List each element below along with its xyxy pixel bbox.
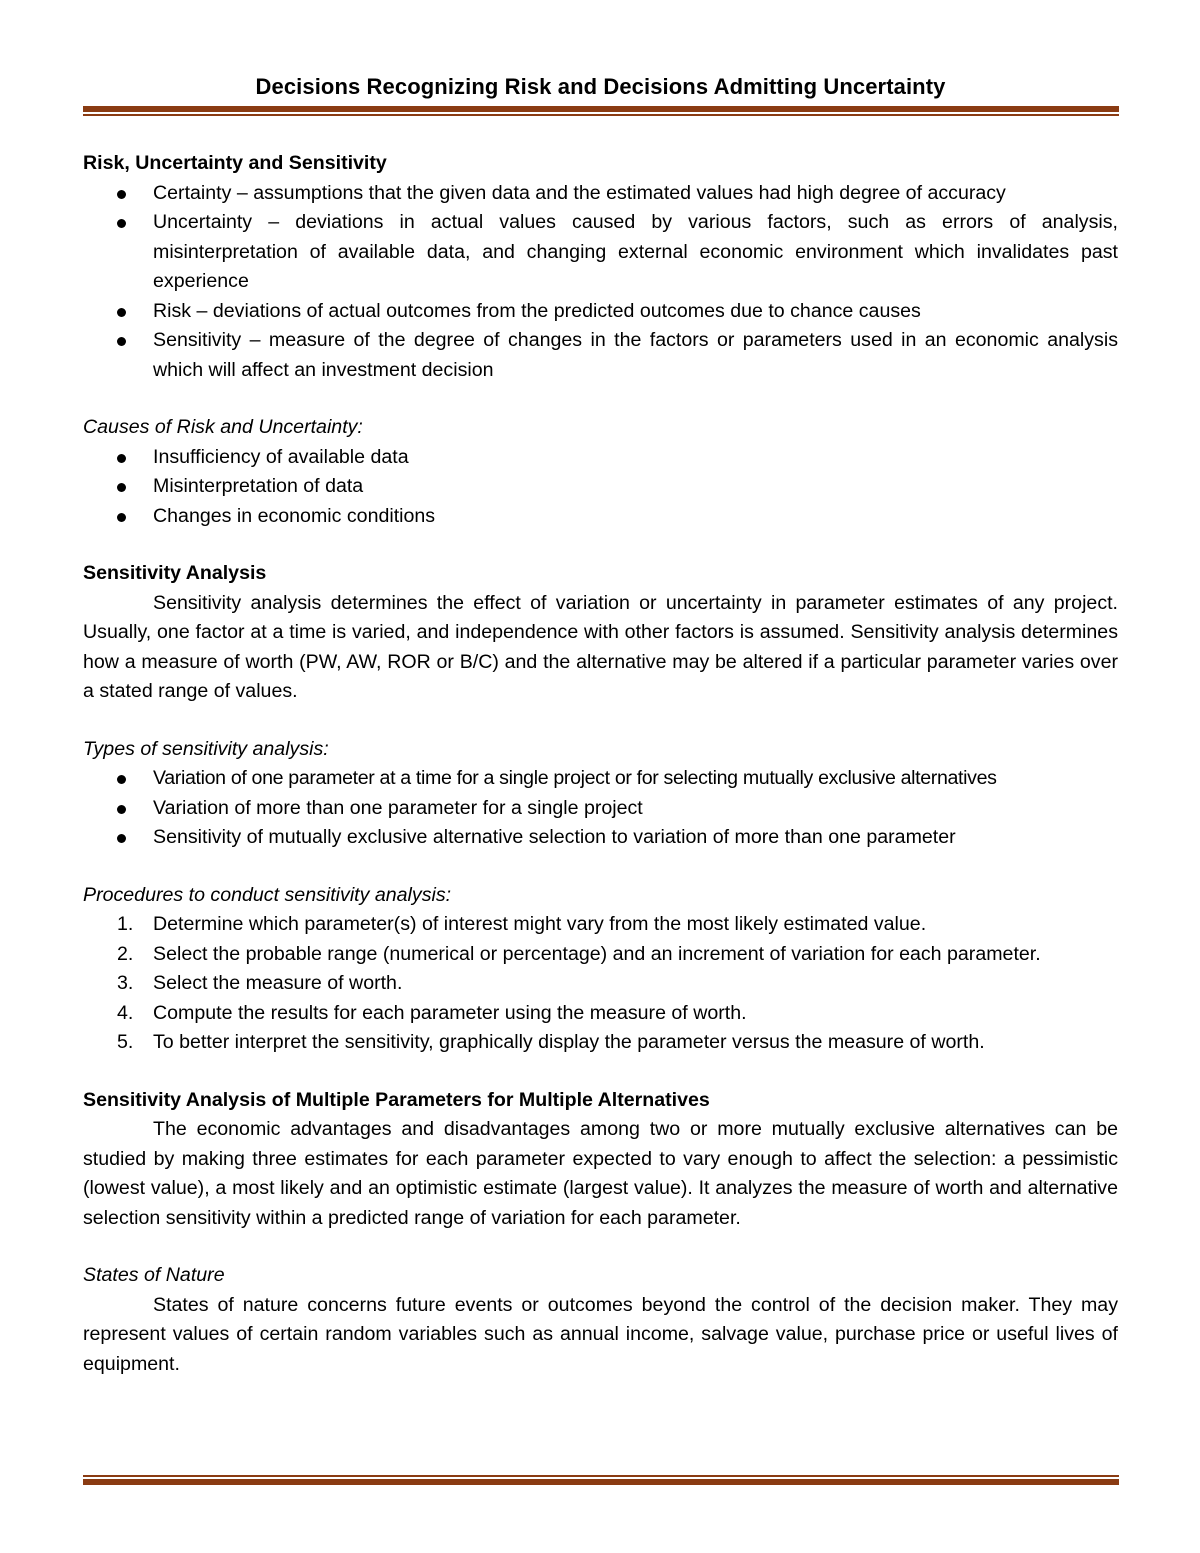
risk-definitions-list <box>83 179 1118 386</box>
list-item: Variation of one parameter at a time for a single project or for selecting mutually exclusive alternatives <box>153 764 1118 794</box>
states-paragraph: States of nature concerns future events or outcomes beyond the control of the decision maker. They may represent values of certain random variables such as annual income, salvage value, purchase price or useful lives of equipment. <box>83 1293 1118 1375</box>
list-item: Uncertainty – deviations in actual values caused by various factors, such as errors of analysis, misinterpretation of available data, and changing external economic environment which invalidates past experience <box>153 208 1118 297</box>
list-number: 5. <box>117 1031 134 1053</box>
types-list <box>83 764 1118 853</box>
list-item: Risk – deviations of actual outcomes from the predicted outcomes due to chance causes <box>153 297 1118 327</box>
section-heading-multiple: Sensitivity Analysis of Multiple Parameters for Multiple Alternatives <box>83 1088 710 1111</box>
procedures-list <box>83 910 1118 1058</box>
list-item: Misinterpretation of data <box>153 472 1118 502</box>
list-item <box>117 910 1118 940</box>
header-rule <box>83 106 1119 116</box>
list-item: Variation of more than one parameter for a single project <box>153 794 1118 824</box>
list-item: Sensitivity – measure of the degree of changes in the factors or parameters used in an economic analysis which will affect an investment decision <box>153 326 1118 385</box>
section-heading-risk: Risk, Uncertainty and Sensitivity <box>83 152 387 174</box>
list-item: Sensitivity of mutually exclusive alternative selection to variation of more than one parameter <box>153 823 1118 853</box>
section-heading-sensitivity: Sensitivity Analysis <box>83 562 267 584</box>
list-number: 3. <box>117 972 134 994</box>
document-body <box>83 149 1118 1379</box>
list-item-text: Select the probable range (numerical or percentage) and an increment of variation for each parameter. <box>153 942 1041 965</box>
list-item <box>117 969 1118 999</box>
sensitivity-paragraph: Sensitivity analysis determines the effect of variation or uncertainty in parameter estimates of any project. Usually, one factor at a time is varied, and independence with other factors is assumed. Sensitivity analysis determines how a measure of worth (PW, AW, ROR or B/C) and the alternative may be altered if a particular parameter varies over a stated range of values. <box>83 591 1118 702</box>
list-item: Certainty – assumptions that the given data and the estimated values had high degree of accuracy <box>153 179 1118 209</box>
causes-list <box>83 443 1118 532</box>
list-number: 2. <box>117 942 134 965</box>
subheading-states: States of Nature <box>83 1264 225 1286</box>
list-item-text: Determine which parameter(s) of interest might vary from the most likely estimated value. <box>153 913 927 935</box>
list-number: 1. <box>117 913 134 935</box>
list-item-text: To better interpret the sensitivity, graphically display the parameter versus the measure of worth. <box>153 1031 985 1053</box>
list-item: Changes in economic conditions <box>153 502 1118 532</box>
list-item <box>117 940 1118 970</box>
list-item-text: Compute the results for each parameter using the measure of worth. <box>153 1001 747 1024</box>
list-item <box>117 999 1118 1029</box>
list-item: Insufficiency of available data <box>153 443 1118 473</box>
subheading-types: Types of sensitivity analysis: <box>83 737 329 760</box>
list-item-text: Select the measure of worth. <box>153 972 403 994</box>
multiple-paragraph: The economic advantages and disadvantages among two or more mutually exclusive alternatives can be studied by making three estimates for each parameter expected to vary enough to affect the selection: a pessimistic (lowest value), a most likely and an optimistic estimate (largest value). It analyzes the measure of worth and alternative selection sensitivity within a predicted range of variation for each parameter. <box>83 1118 1118 1229</box>
list-number: 4. <box>117 1001 134 1024</box>
document-title: Decisions Recognizing Risk and Decisions Admitting Uncertainty <box>255 74 946 99</box>
footer-rule <box>83 1475 1119 1485</box>
subheading-procedures: Procedures to conduct sensitivity analysis: <box>83 883 452 906</box>
subheading-causes: Causes of Risk and Uncertainty: <box>83 416 363 438</box>
list-item <box>117 1028 1118 1058</box>
